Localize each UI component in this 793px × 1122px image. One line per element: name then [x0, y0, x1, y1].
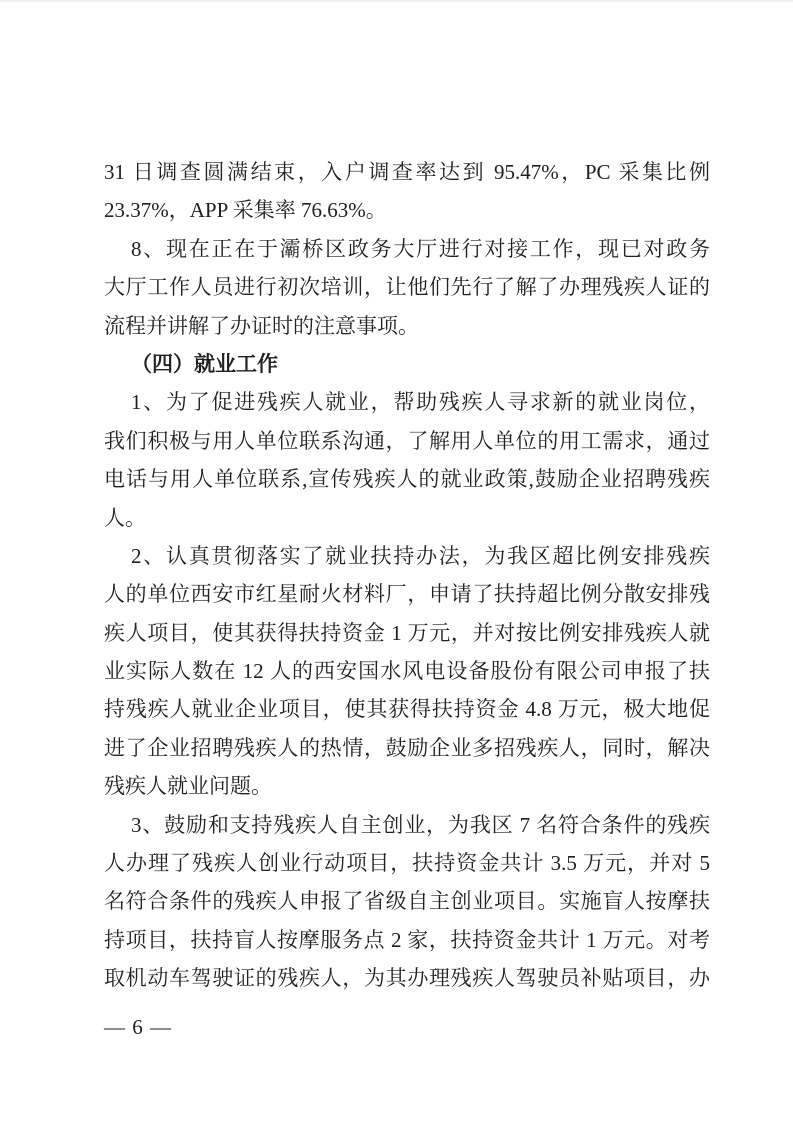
text-line: 持残疾人就业企业项目，使其获得扶持资金 4.8 万元，极大地促	[104, 697, 710, 722]
page-number: — 6 —	[104, 1015, 172, 1039]
text-line: 31 日调查圆满结束，入户调查率达到 95.47%，PC 采集比例	[104, 160, 710, 184]
text-line: 3、鼓励和支持残疾人自主创业，为我区 7 名符合条件的残疾	[131, 812, 710, 837]
text-line: 我们积极与用人单位联系沟通，了解用人单位的用工需求，通过	[104, 428, 710, 453]
paragraph-item-2	[104, 537, 710, 806]
text-line: 人的单位西安市红星耐火材料厂，申请了扶持超比例分散安排残	[104, 582, 710, 607]
text-line: 电话与用人单位联系,宣传残疾人的就业政策,鼓励企业招聘残疾	[104, 467, 710, 492]
paragraph-section-4	[104, 345, 710, 383]
text-line: 进了企业招聘残疾人的热情，鼓励企业多招残疾人，同时，解决	[104, 735, 710, 760]
text-line: 大厅工作人员进行初次培训，让他们先行了解了办理残疾人证的	[104, 275, 710, 300]
text-line: 疾人项目，使其获得扶持资金 1 万元，并对按比例安排残疾人就	[104, 620, 710, 645]
paragraph-item-3	[104, 806, 710, 998]
text-line: 名符合条件的残疾人申报了省级自主创业项目。实施盲人按摩扶	[104, 889, 710, 914]
text-line: 取机动车驾驶证的残疾人，为其办理残疾人驾驶员补贴项目，办	[104, 966, 710, 991]
text-line: 8、现在正在于灞桥区政务大厅进行对接工作，现已对政务	[131, 236, 710, 261]
text-line: 流程并讲解了办证时的注意事项。	[104, 313, 419, 338]
text-line: 23.37%，APP 采集率 76.63%。	[104, 198, 387, 223]
paragraph-item-8	[104, 230, 710, 345]
text-line: 业实际人数在 12 人的西安国水风电设备股份有限公司申报了扶	[104, 659, 710, 684]
paragraph-item-1	[104, 383, 710, 537]
section-heading: （四）就业工作	[131, 351, 278, 376]
text-line: 持项目，扶持盲人按摩服务点 2 家，扶持资金共计 1 万元。对考	[104, 927, 710, 952]
text-line: 2、认真贯彻落实了就业扶持办法，为我区超比例安排残疾	[131, 543, 710, 568]
paragraph-survey-stats	[104, 153, 710, 230]
text-line: 人办理了残疾人创业行动项目，扶持资金共计 3.5 万元，并对 5	[104, 851, 710, 876]
text-line: 1、为了促进残疾人就业，帮助残疾人寻求新的就业岗位，	[131, 390, 710, 415]
text-line: 残疾人就业问题。	[104, 774, 272, 799]
document-body	[104, 153, 710, 998]
text-line: 人。	[104, 505, 146, 530]
